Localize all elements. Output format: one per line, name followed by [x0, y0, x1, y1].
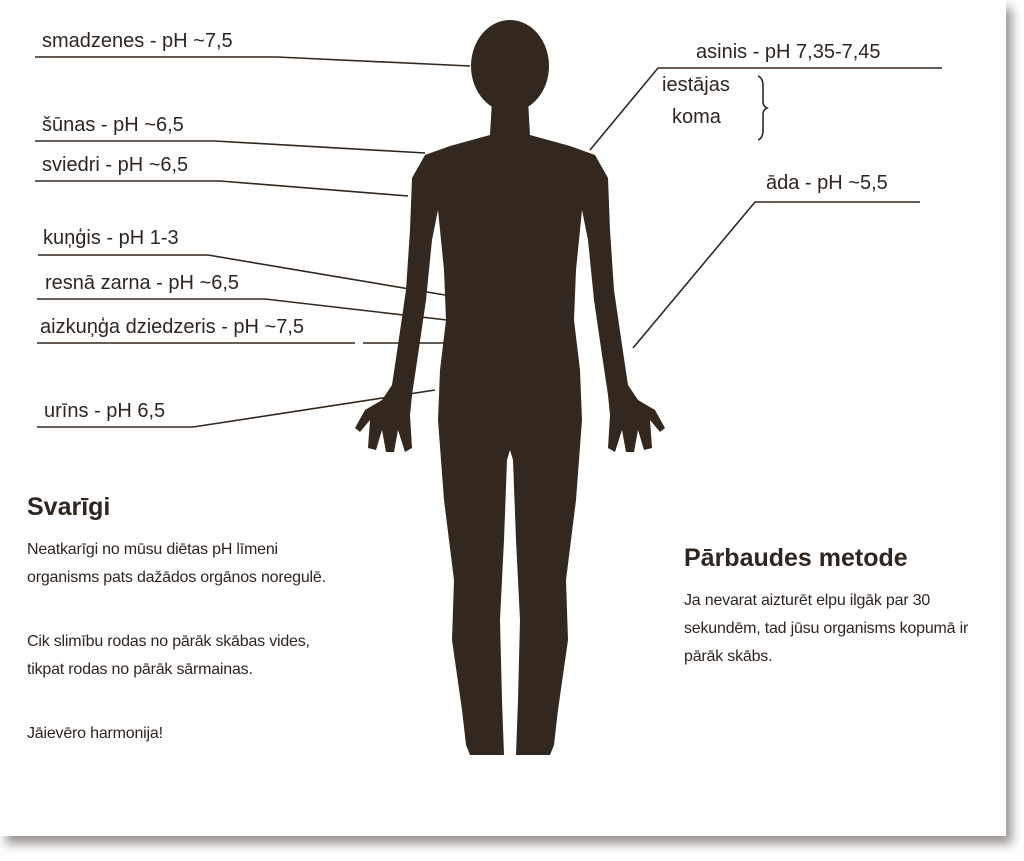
label-stomach: kuņģis - pH 1-3 — [43, 227, 179, 249]
leader-cells — [35, 141, 425, 153]
label-pancreas: aizkuņģa dziedzeris - pH ~7,5 — [40, 316, 305, 338]
leader-sweat — [35, 181, 408, 196]
label-sweat: sviedri - pH ~6,5 — [42, 154, 189, 176]
label-coma-2: koma — [672, 106, 721, 128]
important-paragraph: Jāievēro harmonija! — [27, 725, 163, 742]
important-paragraph: Cik slimību rodas no pārāk skābas vides, tikpat rodas no pārāk sārmainas. — [27, 633, 310, 678]
label-brain: smadzenes - pH ~7,5 — [42, 30, 233, 52]
head — [471, 20, 549, 112]
important-title: Svarīgi — [27, 493, 111, 521]
leader-skin — [633, 202, 920, 348]
leader-brain — [35, 57, 470, 66]
test-method-title: Pārbaudes metode — [684, 544, 908, 572]
label-urine: urīns - pH 6,5 — [44, 400, 166, 422]
test-method-text: Ja nevarat aizturēt elpu ilgāk par 30 sekundēm, tad jūsu organisms kopumā ir pārāk skābs. — [684, 592, 969, 665]
important-paragraph: Neatkarīgi no mūsu diētas pH līmeni organisms pats dažādos orgānos noregulē. — [27, 541, 326, 586]
human-silhouette — [355, 20, 665, 755]
body — [355, 100, 665, 755]
label-colon: resnā zarna - pH ~6,5 — [45, 272, 239, 294]
label-cells: šūnas - pH ~6,5 — [42, 114, 184, 136]
brace — [758, 76, 767, 140]
label-coma-1: iestājas — [662, 74, 730, 96]
label-blood: asinis - pH 7,35-7,45 — [696, 41, 881, 63]
label-skin: āda - pH ~5,5 — [766, 172, 888, 194]
